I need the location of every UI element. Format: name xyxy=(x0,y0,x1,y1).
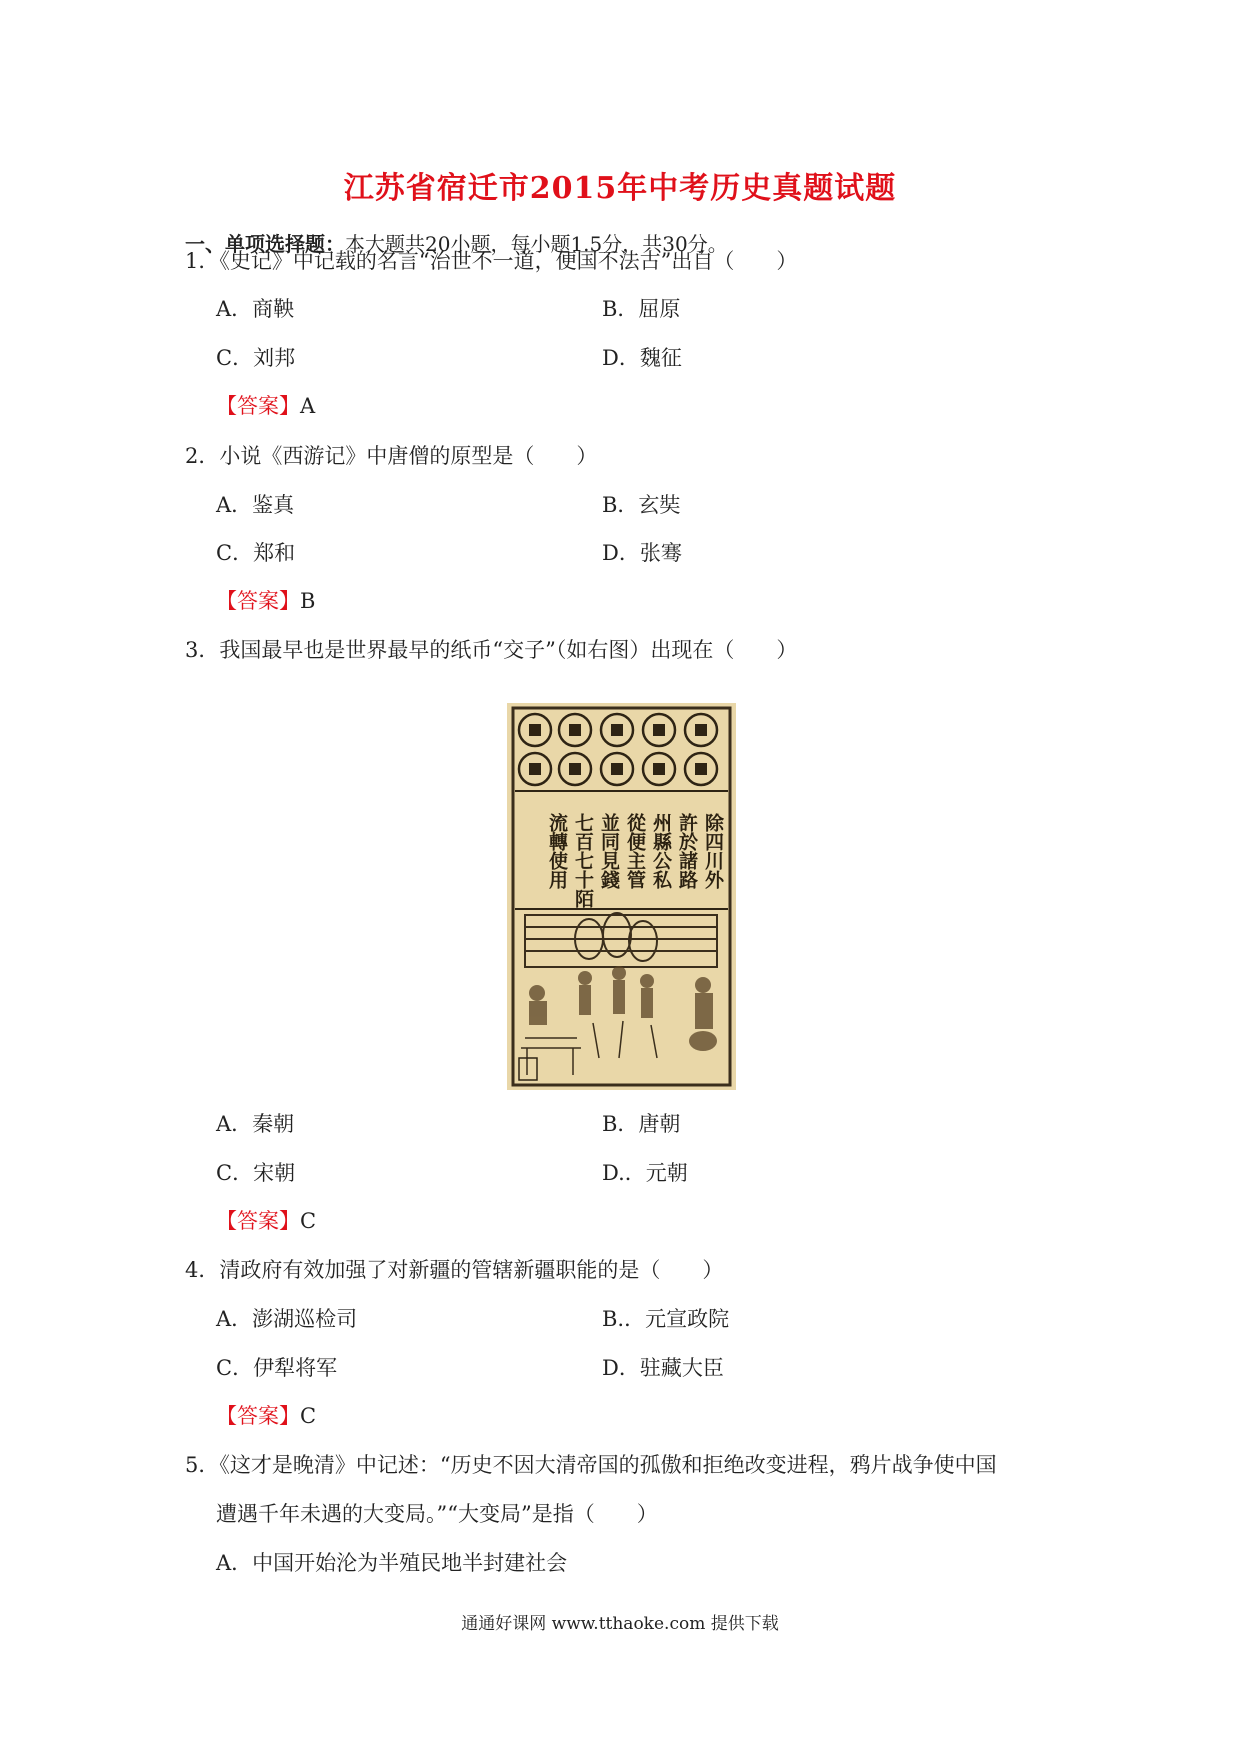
question-3-option-d: D.．元朝 xyxy=(602,1161,688,1185)
jiaozi-text-col-5: 並同見錢 xyxy=(598,813,620,889)
question-1-stem: 1．《史记》中记载的名言“治世不一道，便国不法古”出自（ ） xyxy=(185,249,798,273)
question-1-option-c: C．刘邦 xyxy=(216,346,296,370)
question-4-option-c: C．伊犁将军 xyxy=(216,1356,338,1380)
answer-tag: 【答案】 xyxy=(216,589,300,613)
section-heading-label: 一、单项选择题： xyxy=(185,232,345,256)
question-2-answer xyxy=(216,585,315,615)
question-3-option-c: C．宋朝 xyxy=(216,1161,296,1185)
question-3-answer xyxy=(216,1205,316,1235)
question-4-option-b: B.．元宣政院 xyxy=(602,1307,730,1331)
question-1-option-d: D．魏征 xyxy=(602,346,682,370)
jiaozi-text-col-1: 除四川外 xyxy=(702,813,724,889)
question-1-option-a: A．商鞅 xyxy=(216,297,295,321)
question-3-stem: 3．我国最早也是世界最早的纸币“交子”（如右图）出现在（ ） xyxy=(185,638,798,662)
answer-value: C xyxy=(300,1209,317,1233)
question-5-stem: 5．《这才是晚清》中记述：“历史不因大清帝国的孤傲和拒绝改变进程，鸦片战争使中国 xyxy=(185,1453,997,1477)
answer-tag: 【答案】 xyxy=(216,1404,300,1428)
answer-value: B xyxy=(300,589,316,613)
jiaozi-text-col-4: 從便主管 xyxy=(624,813,646,889)
section-heading-desc: 本大题共20小题，每小题1.5分，共30分。 xyxy=(345,232,728,256)
question-4-option-a: A．澎湖巡检司 xyxy=(216,1307,358,1331)
jiaozi-text-col-7: 流轉使用 xyxy=(546,813,568,889)
answer-tag: 【答案】 xyxy=(216,1209,300,1233)
question-2-stem: 2．小说《西游记》中唐僧的原型是（ ） xyxy=(185,444,598,468)
page-title: 江苏省宿迁市2015年中考历史真题试题 xyxy=(343,171,897,206)
question-2-option-c: C．郑和 xyxy=(216,541,296,565)
question-3-option-b: B．唐朝 xyxy=(602,1112,681,1136)
question-4-answer xyxy=(216,1400,316,1430)
question-2-option-d: D．张骞 xyxy=(602,541,682,565)
answer-tag: 【答案】 xyxy=(216,394,300,418)
jiaozi-text-col-6: 七百七十陌 xyxy=(572,813,594,908)
jiaozi-text-col-3: 州縣公私 xyxy=(650,813,672,889)
page-footer: 通通好课网 www.tthaoke.com 提供下载 xyxy=(461,1614,779,1634)
question-2-option-b: B．玄奘 xyxy=(602,493,681,517)
question-5-option-a: A．中国开始沦为半殖民地半封建社会 xyxy=(216,1551,568,1575)
question-5-stem-continued: 遭遇千年未遇的大变局。”“大变局”是指（ ） xyxy=(216,1502,658,1526)
question-4-stem: 4．清政府有效加强了对新疆的管辖新疆职能的是（ ） xyxy=(185,1258,724,1282)
question-1-answer xyxy=(216,390,315,420)
answer-value: C xyxy=(300,1404,317,1428)
question-1-option-b: B．屈原 xyxy=(602,297,681,321)
question-2-option-a: A．鉴真 xyxy=(216,493,295,517)
jiaozi-banknote-image xyxy=(507,703,736,1090)
jiaozi-text-col-2: 許於諸路 xyxy=(676,813,698,889)
question-4-option-d: D．驻藏大臣 xyxy=(602,1356,724,1380)
question-3-option-a: A．秦朝 xyxy=(216,1112,295,1136)
answer-value: A xyxy=(300,394,316,418)
